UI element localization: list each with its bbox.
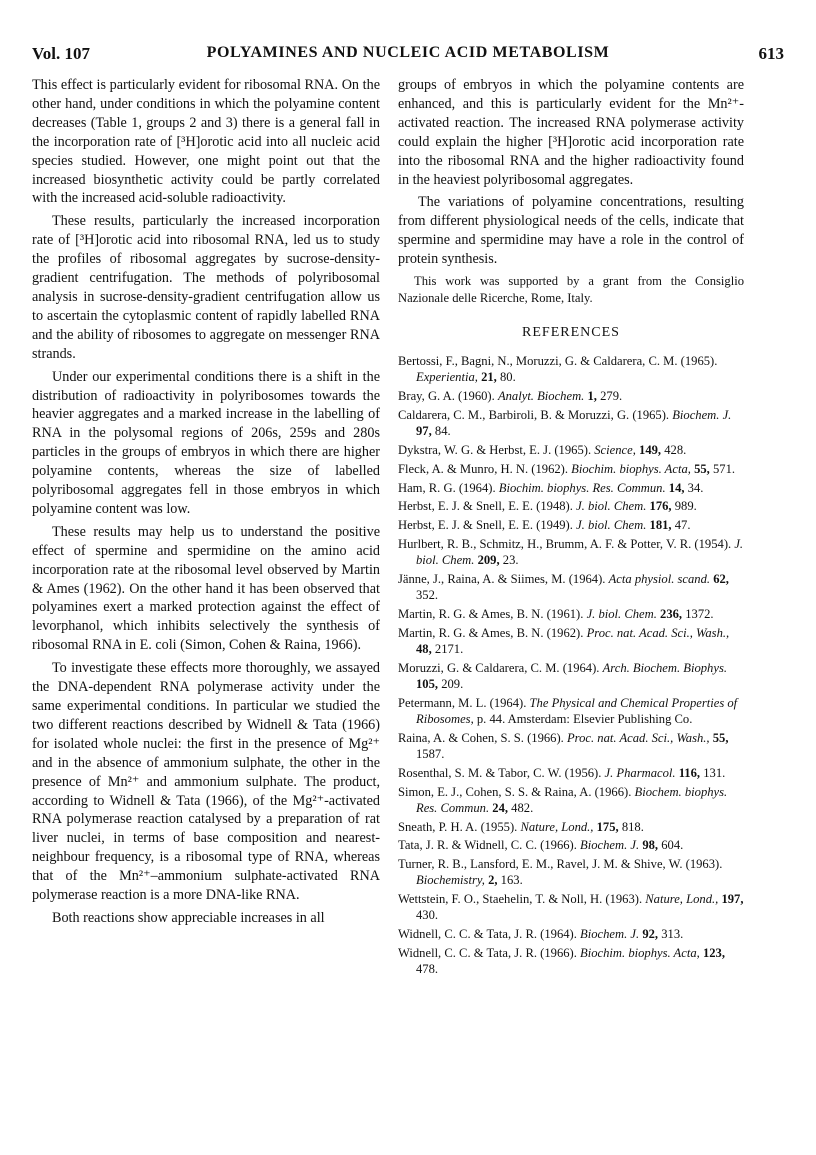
ref-volume: 116,: [678, 765, 701, 780]
ref-volume: 209,: [477, 553, 500, 568]
ref-volume: 176,: [649, 499, 672, 514]
ref-authors: Martin, R. G. & Ames, B. N. (1962).: [398, 625, 584, 640]
ref-authors: Widnell, C. C. & Tata, J. R. (1966).: [398, 945, 577, 960]
page-number: 613: [758, 44, 784, 63]
ref-authors: Rosenthal, S. M. & Tabor, C. W. (1956).: [398, 765, 602, 780]
ref-authors: Moruzzi, G. & Caldarera, C. M. (1964).: [398, 660, 600, 675]
ref-pages: 604.: [661, 838, 684, 853]
body-paragraph: Both reactions show appreciable increases in all: [52, 909, 325, 926]
ref-authors: Ham, R. G. (1964).: [398, 480, 496, 495]
reference-entry: [398, 730, 744, 762]
ref-journal: Analyt. Biochem.: [497, 389, 585, 404]
ref-journal: Arch. Biochem. Biophys.: [602, 660, 727, 675]
ref-authors: Caldarera, C. M., Barbiroli, B. & Moruzzi, G. (1965).: [398, 407, 670, 422]
ref-authors: Dykstra, W. G. & Herbst, E. J. (1965).: [398, 442, 592, 457]
ref-authors: Herbst, E. J. & Snell, E. E. (1949).: [398, 518, 573, 533]
reference-entry: [398, 856, 744, 888]
ref-volume: 181,: [649, 518, 672, 533]
ref-journal: Biochem. J.: [580, 838, 640, 853]
ref-journal: Science,: [594, 442, 636, 457]
reference-entry: [398, 660, 744, 692]
ref-authors: Martin, R. G. & Ames, B. N. (1961).: [398, 606, 584, 621]
reference-entry: [398, 442, 744, 458]
body-paragraph: To investigate these effects more thoroughly, we assayed the DNA-dependent RNA polymerase activity under the same experimental conditions. In particular we studied the two different reactions described by Widnell & Tata (1966) for isolated whole nuclei: the first in the presence of Mg²⁺ and in the absence of ammonium sulphate, the other in the presence of Mn²⁺ and ammonium sulphate. The product, according to Widnell & Tata (1966), of the Mg²⁺-activated RNA polymerase reaction catalysed by a preparation of rat liver nuclei, in terms of base composition and nearest-neighbour frequency, is a ribosomal type of RNA, whereas that of the Mn²⁺–ammonium sulphate-activated RNA polymerase reaction is a more DNA-like RNA.: [32, 660, 380, 904]
ref-pages: 478.: [416, 962, 439, 977]
ref-authors: Simon, E. J., Cohen, S. S. & Raina, A. (1966).: [398, 784, 632, 799]
ref-journal: J. biol. Chem.: [416, 536, 744, 568]
ref-volume: 98,: [642, 838, 659, 853]
ref-authors: Hurlbert, R. B., Schmitz, H., Brumm, A. F. & Potter, V. R. (1954).: [398, 536, 732, 551]
ref-volume: 21,: [481, 370, 497, 385]
ref-authors: Petermann, M. L. (1964).: [398, 695, 527, 710]
ref-pages: 428.: [664, 442, 687, 457]
running-title: POLYAMINES AND NUCLEIC ACID METABOLISM: [206, 44, 610, 61]
ref-pages: 1587.: [416, 746, 445, 761]
ref-journal: Biochem. J.: [580, 927, 640, 942]
ref-pages: 279.: [600, 389, 623, 404]
reference-entry: [398, 353, 744, 385]
reference-entry: [398, 480, 744, 496]
reference-entry: [398, 388, 744, 404]
ref-authors: Turner, R. B., Lansford, E. M., Ravel, J. M. & Shive, W. (1963).: [398, 857, 723, 872]
reference-entry: [398, 498, 744, 514]
ref-volume: 236,: [660, 606, 683, 621]
ref-volume: 149,: [639, 442, 662, 457]
ref-pages: 313.: [661, 927, 684, 942]
reference-entry: [398, 625, 744, 657]
ref-journal: J. biol. Chem.: [586, 606, 657, 621]
body-paragraph: groups of embryos in which the polyamine contents are enhanced, and this is particularly evident for the Mn²⁺-activated reaction. The increased RNA polymerase activity could explain the higher [³H]orotic acid incorporation rate into the ribosomal RNA and the higher radioactivity found in the heaviest polyribosomal aggregates.: [398, 77, 744, 188]
ref-pages: 989.: [674, 499, 697, 514]
body-paragraph: This effect is particularly evident for ribosomal RNA. On the other hand, under conditions in which the polyamine content decreases (Table 1, groups 2 and 3) there is a general fall in the incorporation rate of [³H]orotic acid into all nucleic acid species studied. However, one might point out that the increased biosynthetic activity could be partly correlated with the increased acid-soluble radioactivity.: [32, 77, 380, 207]
ref-journal: J. biol. Chem.: [576, 518, 647, 533]
ref-journal: Biochim. biophys. Acta,: [571, 461, 691, 476]
body-paragraph: These results, particularly the increased incorporation rate of [³H]orotic acid into ribosomal RNA, led us to study the profiles of ribosomal aggregates by sucrose-density-gradient centrifugation. The methods of polyribosomal analysis in sucrose-density-gradient centrifugation allow us to ascertain the cytoplasmic content of rapidly labelled RNA and the ability of ribosomes to aggregate on messenger RNA strands.: [32, 213, 380, 362]
ref-authors: Bertossi, F., Bagni, N., Moruzzi, G. & Caldarera, C. M. (1965).: [398, 354, 718, 369]
ref-authors: Widnell, C. C. & Tata, J. R. (1964).: [398, 927, 577, 942]
ref-volume: 14,: [668, 480, 685, 495]
reference-entry: [398, 407, 744, 439]
reference-entry: [398, 571, 744, 603]
ref-pages: 163.: [500, 873, 523, 888]
ref-authors: Sneath, P. H. A. (1955).: [398, 819, 518, 834]
ref-journal: Experientia,: [416, 370, 478, 385]
reference-entry: [398, 926, 744, 942]
ref-journal: Proc. nat. Acad. Sci., Wash.,: [566, 730, 710, 745]
reference-list: [398, 353, 744, 977]
ref-journal: J. Pharmacol.: [604, 765, 676, 780]
ref-pages: 84.: [434, 424, 451, 439]
ref-volume: 175,: [596, 819, 619, 834]
reference-entry: [398, 536, 744, 568]
ref-pages: 1372.: [685, 606, 714, 621]
ref-journal: Biochim. biophys. Res. Commun.: [498, 480, 666, 495]
ref-authors: Jänne, J., Raina, A. & Siimes, M. (1964).: [398, 571, 606, 586]
ref-pages: 571.: [712, 461, 736, 476]
ref-volume: 92,: [642, 927, 659, 942]
body-paragraph: These results may help us to understand the positive effect of spermine and spermidine on the amino acid incorporation rate at the ribosomal level observed by Martin & Ames (1962). On the other hand it has been observed that polyamines exert a marked protection against the effect of levorphanol, which inhibits selectively the synthesis of ribosomal RNA in E. coli (Simon, Cohen & Raina, 1966).: [32, 523, 380, 654]
ref-volume: 62,: [713, 571, 729, 586]
ref-authors: Fleck, A. & Munro, H. N. (1962).: [398, 461, 569, 476]
ref-pages: 80.: [499, 370, 516, 385]
references-heading: REFERENCES: [522, 325, 620, 341]
ref-journal: J. biol. Chem.: [576, 499, 647, 514]
left-column: [32, 76, 380, 928]
ref-volume: 123,: [702, 945, 725, 960]
ref-volume: 55,: [712, 730, 729, 745]
reference-entry: [398, 784, 744, 816]
ref-journal: Acta physiol. scand.: [608, 571, 711, 586]
ref-pages: 818.: [621, 819, 644, 834]
volume-label: Vol. 107: [32, 44, 90, 63]
reference-entry: [398, 765, 744, 781]
reference-entry: [398, 891, 744, 923]
ref-pages: 352.: [416, 588, 439, 603]
ref-authors: Tata, J. R. & Widnell, C. C. (1966).: [398, 838, 577, 853]
reference-entry: [398, 695, 744, 727]
right-column: [398, 76, 744, 980]
ref-volume: 24,: [492, 800, 509, 815]
ref-volume: 197,: [721, 892, 744, 907]
ref-journal: Biochem. biophys. Res. Commun.: [416, 784, 728, 815]
reference-entry: [398, 606, 744, 622]
acknowledgement: This work was supported by a grant from the Consiglio Nazionale delle Ricerche, Rome, Italy.: [398, 274, 744, 305]
reference-entry: [398, 819, 744, 835]
ref-pages: p. 44. Amsterdam: Elsevier Publishing Co.: [476, 711, 693, 726]
ref-authors: Raina, A. & Cohen, S. S. (1966).: [398, 730, 564, 745]
ref-pages: 2171.: [434, 641, 464, 656]
reference-entry: [398, 461, 744, 477]
ref-authors: Bray, G. A. (1960).: [398, 389, 495, 404]
page-header: [32, 44, 784, 70]
ref-journal: The Physical and Chemical Properties of Ribosomes,: [416, 695, 738, 726]
ref-authors: Wettstein, F. O., Staehelin, T. & Noll, H. (1963).: [398, 892, 643, 907]
ref-journal: Proc. nat. Acad. Sci., Wash.,: [586, 625, 730, 640]
ref-pages: 47.: [674, 518, 691, 533]
ref-pages: 430.: [416, 908, 439, 923]
reference-entry: [398, 837, 744, 853]
ref-authors: Herbst, E. J. & Snell, E. E. (1948).: [398, 499, 573, 514]
body-paragraph: Under our experimental conditions there is a shift in the distribution of radioactivity in polyribosomes towards the heavier aggregates and a marked increase in the labelling of RNA in the polysomal regions of 206s, 259s and 280s particles in the groups of embryos in which there are higher polyamine contents, whereas the size of labelled polyribosomal aggregates fell in those embryos in which polyamine content was low.: [32, 368, 380, 517]
reference-entry: [398, 945, 744, 977]
ref-volume: 2,: [488, 873, 498, 888]
ref-pages: 34.: [687, 480, 704, 495]
body-paragraph: The variations of polyamine concentrations, resulting from different physiological needs of the cells, indicate that spermine and spermidine may have a role in the control of protein synthesis.: [398, 194, 744, 268]
ref-pages: 209.: [441, 676, 464, 691]
ref-volume: 55,: [694, 461, 710, 476]
ref-journal: Biochem. J.: [672, 407, 732, 422]
ref-pages: 131.: [703, 765, 726, 780]
ref-volume: 1,: [587, 389, 597, 404]
reference-entry: [398, 517, 744, 533]
ref-volume: 97,: [416, 424, 432, 439]
ref-pages: 482.: [511, 800, 534, 815]
ref-journal: Biochim. biophys. Acta,: [580, 945, 700, 960]
ref-volume: 48,: [416, 641, 432, 656]
ref-pages: 23.: [502, 553, 519, 568]
ref-volume: 105,: [416, 676, 439, 691]
ref-journal: Nature, Lond.,: [520, 819, 594, 834]
ref-journal: Biochemistry,: [416, 873, 485, 888]
ref-journal: Nature, Lond.,: [645, 892, 719, 907]
